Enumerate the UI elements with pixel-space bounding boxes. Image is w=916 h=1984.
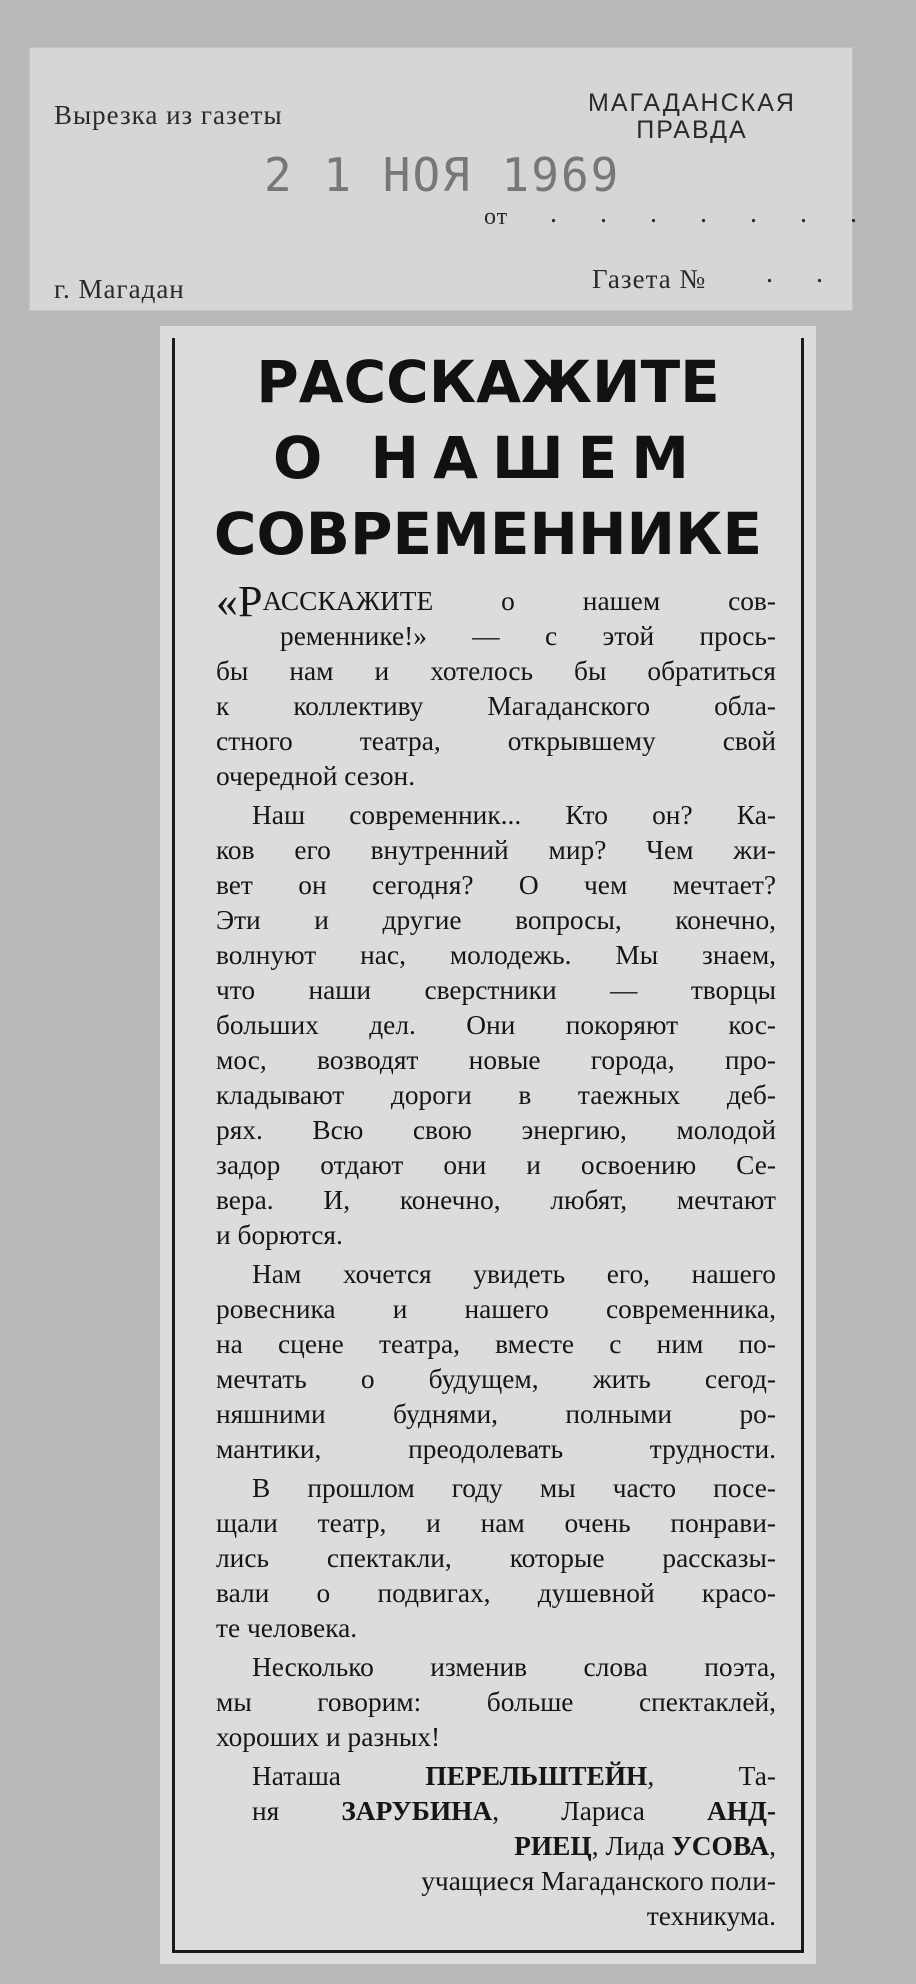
paragraph-4-line: В прошлом году мы часто посе- [252, 1473, 776, 1503]
article-clipping [160, 326, 816, 1964]
signature-line-1 [216, 1759, 776, 1794]
paragraph-2-line: вера. И, конечно, любят, мечтают [216, 1185, 776, 1215]
paragraph-4-line: вали о подвигах, душевной красо- [216, 1578, 776, 1608]
paragraph-1-line: к коллективу Магаданского обла- [216, 691, 776, 721]
publication-name [542, 90, 842, 144]
paragraph-1-line: очередной сезон. [216, 761, 416, 791]
publication-name-line2: ПРАВДА [636, 116, 748, 144]
signature-text: , Лида [591, 1831, 672, 1861]
paragraph-3-line: Нам хочется увидеть его, нашего [252, 1259, 776, 1289]
author-surname: РИЕЦ [514, 1831, 592, 1861]
signature-line-4: учащиеся Магаданского поли- [421, 1866, 776, 1896]
signature-text: , Лариса [492, 1796, 707, 1826]
paragraph-1-line: стного театра, открывшему свой [216, 726, 776, 756]
signature-line-5: техникума. [646, 1901, 776, 1931]
author-surname: УСОВА [671, 1831, 770, 1861]
from-dots: . . . . . . . [550, 198, 875, 229]
opening-quote: « [216, 577, 238, 626]
paragraph-3-line: мечтать о будущем, жить сегод- [216, 1364, 776, 1394]
headline-line-2: О НАШЕМ [273, 424, 703, 492]
paragraph-2-line: Наш современник... Кто он? Ка- [252, 800, 776, 830]
paragraph-3-line: няшними буднями, полными ро- [216, 1399, 776, 1429]
signature-text: , [769, 1831, 776, 1861]
paragraph-2-line: вет он сегодня? О чем мечтает? [216, 870, 776, 900]
opening-line-1 [216, 577, 776, 626]
author-surname: ЗАРУБИНА [341, 1796, 493, 1826]
signature-text: ня [252, 1796, 342, 1826]
paragraph-2-line: кладывают дороги в таежных деб- [216, 1080, 776, 1110]
from-label: от [484, 204, 509, 230]
headline-line-3: СОВРЕМЕННИКЕ [213, 500, 763, 568]
paragraph-2-line: больших дел. Они покоряют кос- [216, 1010, 776, 1040]
opening-line-2: ременнике!» — с этой прось- [280, 621, 776, 651]
signature-text: , Та- [647, 1761, 776, 1791]
opening-line-1-text: АССКАЖИТЕ о нашем сов- [262, 586, 776, 616]
signature-line-2 [216, 1794, 776, 1829]
paragraph-4-line: те человека. [216, 1613, 358, 1643]
paragraph-4-line: щали театр, и нам очень понрави- [216, 1508, 776, 1538]
paragraph-2-line: ков его внутренний мир? Чем жи- [216, 835, 776, 865]
signature-line-3 [216, 1829, 776, 1864]
publication-name-line1: МАГАДАНСКАЯ [588, 89, 796, 117]
paragraph-2-line: задор отдают они и освоению Се- [216, 1150, 776, 1180]
headline-line-1: РАССКАЖИТЕ [256, 348, 720, 416]
author-surname: ПЕРЕЛЬШТЕЙН [425, 1761, 648, 1791]
paragraph-2-line: Эти и другие вопросы, конечно, [216, 905, 776, 935]
signature-text: Наташа [252, 1761, 426, 1791]
issue-dots: . . [766, 258, 841, 289]
paragraph-2-line: волнуют нас, молодежь. Мы знаем, [216, 940, 776, 970]
paragraph-3-line: на сцене театра, вместе с ним по- [216, 1329, 776, 1359]
paragraph-2-line: и борются. [216, 1220, 343, 1250]
paragraph-3-line: мантики, преодолевать трудности. [216, 1434, 776, 1464]
paragraph-4-line: лись спектакли, которые рассказы- [216, 1543, 776, 1573]
article-body [216, 577, 776, 1934]
paragraph-2-line: мос, возводят новые города, про- [216, 1045, 776, 1075]
paragraph-5-line: хороших и разных! [216, 1722, 441, 1752]
clipping-header-slip [30, 48, 875, 310]
paragraph-2-line: рях. Всю свою энергию, молодой [216, 1115, 776, 1145]
paragraph-1-line: бы нам и хотелось бы обратиться [216, 656, 776, 686]
issue-label: Газета № [592, 264, 707, 294]
date-stamp: 2 1 НОЯ 1969 [264, 148, 621, 202]
drop-cap: Р [238, 577, 263, 626]
author-surname: АНД- [706, 1796, 776, 1826]
clipping-label: Вырезка из газеты [54, 100, 283, 130]
paragraph-3-line: ровесника и нашего современника, [216, 1294, 776, 1324]
city-label: г. Магадан [54, 274, 185, 304]
paragraph-5-line: Несколько изменив слова поэта, [252, 1652, 776, 1682]
paragraph-2-line: что наши сверстники — творцы [216, 975, 776, 1005]
paragraph-5-line: мы говорим: больше спектаклей, [216, 1687, 776, 1717]
